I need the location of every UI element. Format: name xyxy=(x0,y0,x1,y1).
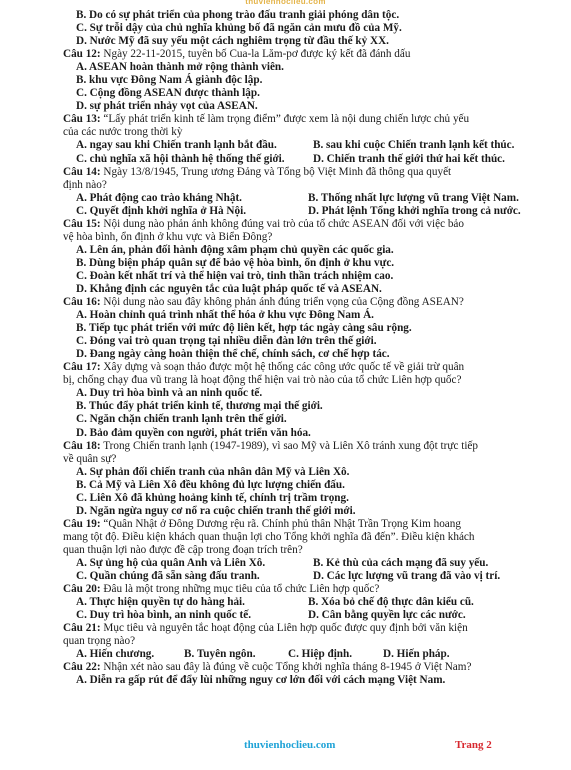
option-b: B. Xóa bỏ chế độ thực dân kiểu cũ. xyxy=(308,596,474,609)
question-number: Câu 16: xyxy=(63,296,101,309)
question-number: Câu 12: xyxy=(63,48,101,61)
option-c: C. Quần chúng đã sẵn sàng đấu tranh. xyxy=(76,570,260,583)
question-text: Nội dung nào sau đây không phản ánh đúng triển vọng của Cộng đồng ASEAN? xyxy=(100,296,464,309)
question-19 xyxy=(63,518,533,531)
question-text-cont: định nào? xyxy=(63,178,107,191)
option-a: A. Hoàn chỉnh quá trình nhất thể hóa ở khu vực Đông Nam Á. xyxy=(76,309,374,322)
question-number: Câu 18: xyxy=(63,439,101,452)
option-row xyxy=(63,609,533,622)
question-text: Ngày 13/8/1945, Trung ương Đảng và Tổng bộ Việt Minh đã thông qua quyết xyxy=(100,165,452,178)
question-text: Nhận xét nào sau đây là đúng về cuộc Tổng khởi nghĩa tháng 8-1945 ở Việt Nam? xyxy=(100,661,472,674)
question-17 xyxy=(63,361,533,374)
watermark-text: thuvienhoclieu.com xyxy=(245,0,326,6)
option-c: C. Cộng đồng ASEAN được thành lập. xyxy=(76,87,260,100)
option-row xyxy=(63,596,533,609)
question-text-cont: về quân sự? xyxy=(63,452,117,465)
question-text: Ngày 22-11-2015, tuyên bố Cua-la Lăm-pơ được ký kết đã đánh dấu xyxy=(100,48,411,61)
question-number: Câu 20: xyxy=(63,583,101,596)
question-text-cont: vệ hòa bình, ổn định ở khu vực và Biển Đông? xyxy=(63,230,273,243)
option-d: D. Cân bằng quyền lực các nước. xyxy=(308,609,466,622)
option-c: C. chủ nghĩa xã hội thành hệ thống thế giới. xyxy=(76,152,285,165)
question-text-cont: quan thuận lợi nào được đề cập trong đoạn trích trên? xyxy=(63,543,303,556)
question-number: Câu 19: xyxy=(63,517,101,530)
option-d: D. Đang ngày càng hoàn thiện thể chế, chính sách, cơ chế hợp tác. xyxy=(76,348,390,361)
option-c: C. Quyết định khởi nghĩa ở Hà Nội. xyxy=(76,204,246,217)
option-row xyxy=(63,557,533,570)
option-b: B. khu vực Đông Nam Á giành độc lập. xyxy=(76,74,263,87)
option-a: A. ngay sau khi Chiến tranh lạnh bắt đầu. xyxy=(76,139,277,152)
question-number: Câu 14: xyxy=(63,165,101,178)
question-15 xyxy=(63,218,533,231)
question-number: Câu 13: xyxy=(63,113,101,126)
question-text: “Lấy phát triển kinh tế làm trọng điểm” được xem là nội dung chiến lược chủ yếu xyxy=(100,113,470,126)
option-b: B. Thống nhất lực lượng vũ trang Việt Nam. xyxy=(308,191,519,204)
option-c: C. Hiệp định. xyxy=(288,648,353,661)
page-number: Trang 2 xyxy=(455,739,492,751)
question-text-cont: mang tột độ. Điều kiện khách quan thuận lợi cho Tổng khởi nghĩa đã đến”. Điều kiện khách xyxy=(63,530,475,543)
question-text-cont: quan trọng nào? xyxy=(63,635,136,648)
option-c: C. Liên Xô đã khủng hoảng kinh tế, chính trị trầm trọng. xyxy=(76,491,349,504)
question-number: Câu 15: xyxy=(63,217,101,230)
question-text-cont: của các nước trong thời kỳ xyxy=(63,126,183,139)
question-22 xyxy=(63,661,533,674)
option-line: B. Do có sự phát triển của phong trào đấu tranh giải phóng dân tộc. xyxy=(76,9,400,21)
option-b: B. Cả Mỹ và Liên Xô đều không đủ lực lượng chiến đấu. xyxy=(76,478,345,491)
option-b: B. Tiếp tục phát triển với mức độ liên kết, hợp tác ngày càng sâu rộng. xyxy=(76,322,412,335)
option-d: D. sự phát triển nhảy vọt của ASEAN. xyxy=(76,100,258,113)
option-row xyxy=(63,139,533,152)
option-b: B. Tuyên ngôn. xyxy=(184,648,256,661)
option-d: D. Các lực lượng vũ trang đã vào vị trí. xyxy=(313,570,501,583)
option-a: A. Sự ủng hộ của quân Anh và Liên Xô. xyxy=(76,556,266,569)
option-d: D. Khẳng định các nguyên tắc của luật pháp quốc tế và ASEAN. xyxy=(76,282,382,295)
question-text-cont: bị, chống chạy đua vũ trang là hoạt động thể hiện vai trò nào của tổ chức Liên hợp quốc? xyxy=(63,374,462,387)
option-a: A. Lên án, phản đối hành động xâm phạm chủ quyền các quốc gia. xyxy=(76,243,394,256)
option-row xyxy=(63,648,533,661)
option-line: C. Sự trỗi dậy của chủ nghĩa khủng bố đã ngăn cản mưu đồ của Mỹ. xyxy=(76,22,402,35)
option-d: D. Hiến pháp. xyxy=(383,648,450,661)
option-row xyxy=(63,192,533,205)
question-text: Trong Chiến tranh lạnh (1947-1989), vì sao Mỹ và Liên Xô tránh xung đột trực tiếp xyxy=(100,439,478,452)
option-row xyxy=(63,570,533,583)
option-b: B. Dùng biện pháp quân sự để bảo vệ hòa bình, ổn định ở khu vực. xyxy=(76,256,395,269)
question-16 xyxy=(63,296,533,309)
option-a: A. Hiến chương. xyxy=(76,648,155,661)
document-page xyxy=(63,9,533,687)
question-text: Nội dung nào phản ánh không đúng vai trò của tổ chức ASEAN đối với việc bảo xyxy=(100,217,464,230)
option-c: C. Duy trì hòa bình, an ninh quốc tế. xyxy=(76,609,252,622)
option-d: D. Chiến tranh thế giới thứ hai kết thúc. xyxy=(313,152,505,165)
option-a: A. Phát động cao trào kháng Nhật. xyxy=(76,191,242,204)
question-text: “Quân Nhật ở Đông Dương rệu rã. Chính phủ thân Nhật Trần Trọng Kim hoang xyxy=(100,517,461,530)
question-text: Mục tiêu và nguyên tắc hoạt động của Liên hợp quốc được quy định bởi văn kiện xyxy=(100,622,468,635)
question-18 xyxy=(63,440,533,453)
option-c: C. Đóng vai trò quan trọng tại nhiều diễn đàn lớn trên thế giới. xyxy=(76,335,377,348)
question-20 xyxy=(63,583,533,596)
option-a: A. Duy trì hòa bình và an ninh quốc tế. xyxy=(76,387,263,400)
page-footer xyxy=(0,739,571,755)
option-b: B. Kẻ thù của cách mạng đã suy yếu. xyxy=(313,556,489,569)
option-a: A. Diễn ra gấp rút để đẩy lùi những nguy cơ lớn đối với cách mạng Việt Nam. xyxy=(76,674,446,687)
option-c: C. Đoàn kết nhất trí và thể hiện vai trò, tinh thần trách nhiệm cao. xyxy=(76,269,394,282)
question-14 xyxy=(63,166,533,179)
option-d: D. Ngăn ngừa nguy cơ nổ ra cuộc chiến tranh thế giới mới. xyxy=(76,504,356,517)
question-number: Câu 22: xyxy=(63,661,101,674)
option-a: A. Sự phản đối chiến tranh của nhân dân Mỹ và Liên Xô. xyxy=(76,465,350,478)
option-a: A. ASEAN hoàn thành mở rộng thành viên. xyxy=(76,61,284,74)
question-text: Đâu là một trong những mục tiêu của tổ chức Liên hợp quốc? xyxy=(100,583,380,596)
option-row xyxy=(63,153,533,166)
question-21 xyxy=(63,622,533,635)
question-number: Câu 17: xyxy=(63,361,101,374)
option-row xyxy=(63,205,533,218)
option-d: D. Phát lệnh Tổng khởi nghĩa trong cả nước. xyxy=(308,204,521,217)
option-a: A. Thực hiện quyền tự do hàng hải. xyxy=(76,596,245,609)
option-line: D. Nước Mỹ đã suy yếu một cách nghiêm trọng từ đầu thế kỷ XX. xyxy=(76,35,389,48)
footer-site-link[interactable]: thuvienhoclieu.com xyxy=(244,739,336,751)
question-text: Xây dựng và soạn thảo được một hệ thống các công ước quốc tế về giải trừ quân xyxy=(100,361,465,374)
question-12 xyxy=(63,48,533,61)
question-13 xyxy=(63,113,533,126)
option-b: B. Thúc đẩy phát triển kinh tế, thương mại thế giới. xyxy=(76,400,323,413)
question-number: Câu 21: xyxy=(63,622,101,635)
option-d: D. Bảo đảm quyền con người, phát triển văn hóa. xyxy=(76,426,311,439)
option-b: B. sau khi cuộc Chiến tranh lạnh kết thúc. xyxy=(313,139,515,152)
option-c: C. Ngăn chặn chiến tranh lạnh trên thế giới. xyxy=(76,413,287,426)
